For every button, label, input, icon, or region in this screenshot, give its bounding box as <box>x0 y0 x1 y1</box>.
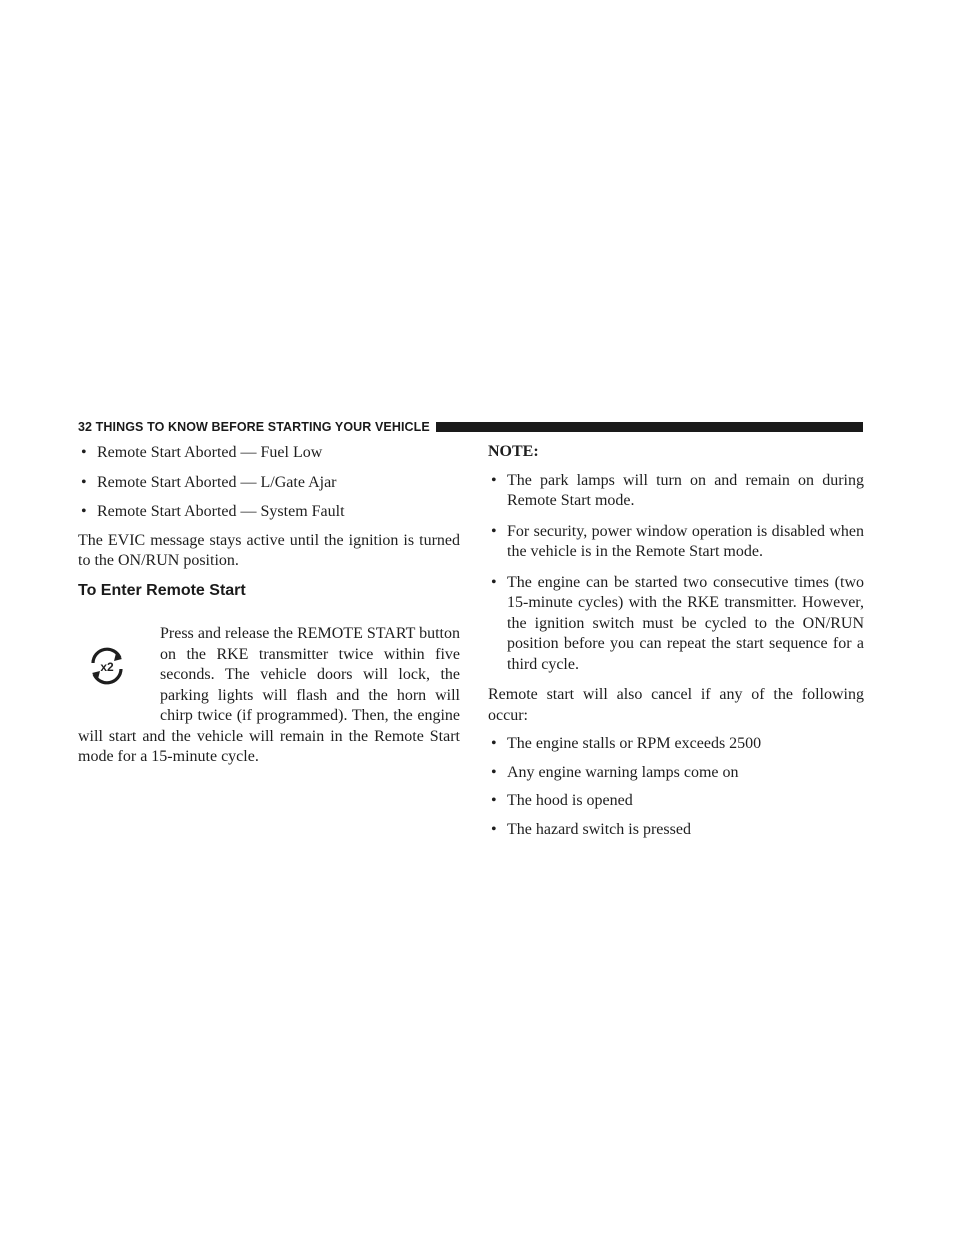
page-header-title: 32 THINGS TO KNOW BEFORE STARTING YOUR VEHICLE <box>78 420 430 434</box>
list-item: • Remote Start Aborted — L/Gate Ajar <box>78 473 460 494</box>
list-item: • The engine can be started two consecutive times (two 15-minute cycles) with the RKE transmitter. However, the ignition switch must be cycled to the ON/RUN position before you can repeat the start sequence for a third cycle. <box>488 573 864 676</box>
list-item: • Remote Start Aborted — Fuel Low <box>78 443 460 464</box>
enter-remote-start-text: Press and release the REMOTE START button on the RKE transmitter twice within five seconds. The vehicle doors will lock, the parking lights will flash and the horn will chirp twice (if programmed). Then, the engine will start and the vehicle will remain in the Remote Start mode for a 15-minute cycle. <box>78 625 460 765</box>
note-label: NOTE: <box>488 443 539 460</box>
icon-label: x2 <box>100 660 114 674</box>
cancel-intro: Remote start will also cancel if any of the following occur: <box>488 686 864 724</box>
list-item: • The engine stalls or RPM exceeds 2500 <box>488 734 864 755</box>
abort-message-list <box>78 443 460 523</box>
list-item: • The hood is opened <box>488 791 864 812</box>
cancel-condition-list <box>488 734 864 840</box>
note-list <box>488 471 864 676</box>
list-item: • For security, power window operation is disabled when the vehicle is in the Remote Start mode. <box>488 522 864 563</box>
list-item: • Any engine warning lamps come on <box>488 763 864 784</box>
list-item: • Remote Start Aborted — System Fault <box>78 502 460 523</box>
section-heading: To Enter Remote Start <box>78 581 246 599</box>
remote-start-x2-icon <box>78 624 136 708</box>
list-item: • The park lamps will turn on and remain on during Remote Start mode. <box>488 471 864 512</box>
left-column <box>78 438 460 768</box>
list-item: • The hazard switch is pressed <box>488 820 864 841</box>
page-header <box>78 419 863 435</box>
enter-remote-start-paragraph <box>78 624 460 768</box>
header-rule <box>436 422 863 432</box>
right-column <box>488 438 864 848</box>
evic-paragraph: The EVIC message stays active until the ignition is turned to the ON/RUN position. <box>78 531 460 569</box>
